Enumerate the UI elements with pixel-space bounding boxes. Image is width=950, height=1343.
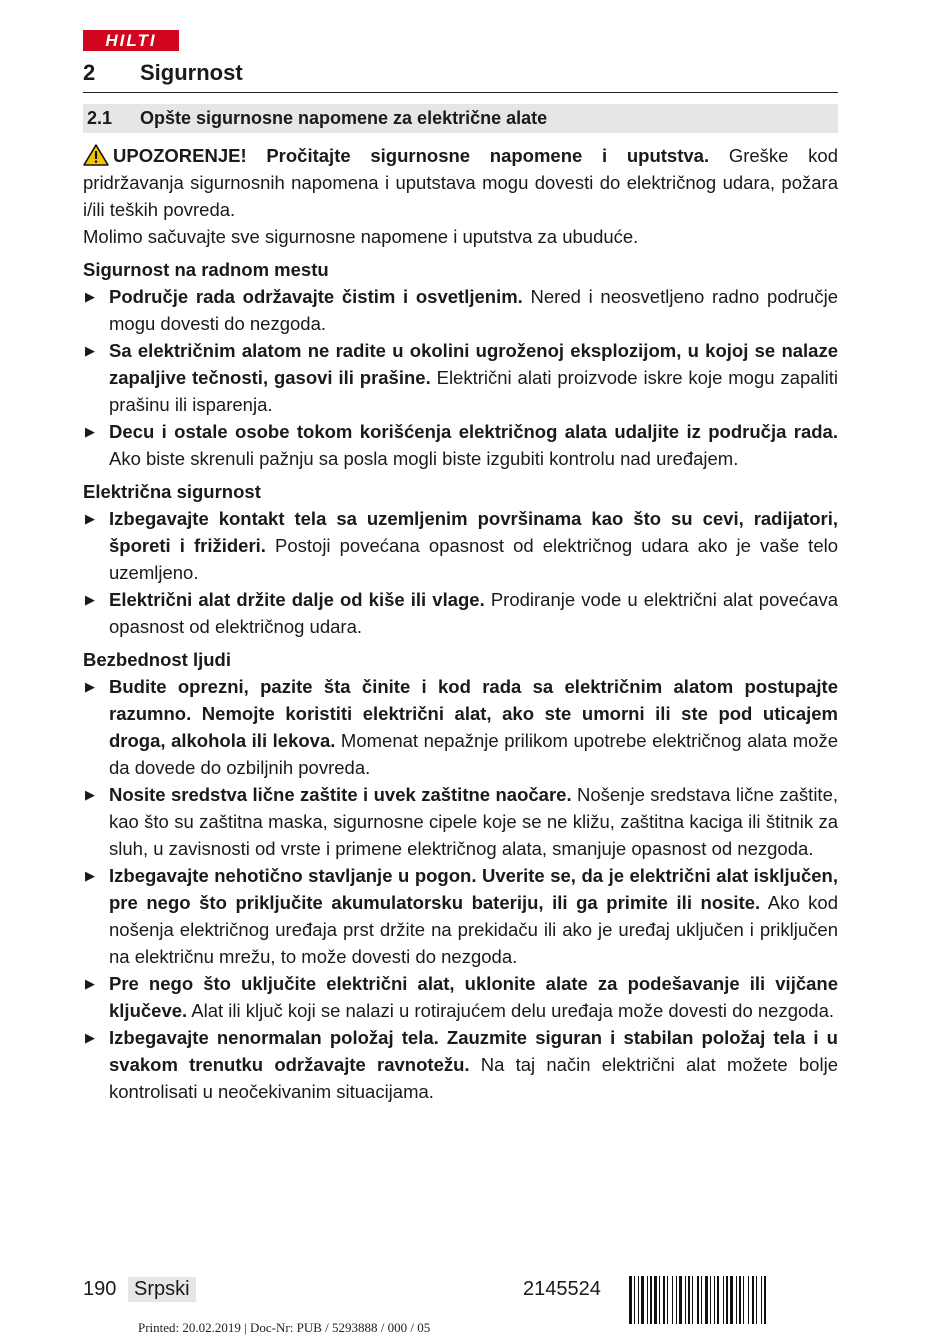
subsection-heading: Bezbednost ljudi (83, 649, 231, 670)
instruction-list (83, 673, 838, 1105)
language-label: Srpski (128, 1277, 196, 1302)
bullet-arrow-icon: ▶ (85, 976, 95, 991)
chapter-title: Sigurnost (140, 60, 243, 85)
bullet-arrow-icon: ▶ (85, 289, 95, 304)
instruction-text: Alat ili ključ koji se nalazi u rotirajućem delu uređaja može dovesti do nezgoda. (187, 1000, 834, 1021)
instruction-bold: Izbegavajte nehotično stavljanje u pogon. Uverite se, da je električni alat isključen, pre nego što priključite akumulatorsku bateriju, ili ga primite ili nosite. (109, 865, 838, 913)
list-item (83, 1024, 838, 1105)
instruction-text: Nošenje sredstava lične zaštite, kao što su zaštitna maska, sigurnosne cipele koje se ne kližu, zaštitna kaciga ili štitnik za sluh, u zavisnosti od vrste i primene električnog alata, smanjuje opasnost od nezgoda. (109, 784, 839, 859)
instruction-text: Prodiranje vode u električni alat povećava opasnost od električnog udara. (109, 589, 838, 637)
bullet-arrow-icon: ▶ (85, 511, 95, 526)
instruction-text: Električni alati proizvode iskre koje mogu zapaliti prašinu ili isparenja. (109, 367, 838, 415)
list-item (83, 673, 838, 781)
section-title: Opšte sigurnosne napomene za električne alate (140, 108, 548, 128)
warning-text: Greške kod pridržavanja sigurnosnih napomena i uputstava mogu dovesti do električnog udara, požara i/ili teških povreda. (83, 145, 838, 220)
bullet-arrow-icon: ▶ (85, 424, 95, 439)
list-item (83, 781, 838, 862)
instruction-text: Ako kod nošenja električnog uređaja prst držite na prekidaču ili ako je uređaj uključen i priključen na električnu mrežu, to može dovesti do nezgoda. (109, 892, 839, 967)
bullet-arrow-icon: ▶ (85, 868, 95, 883)
page-number: 190 (83, 1278, 117, 1300)
warning-paragraph (83, 142, 838, 223)
instruction-text: Ako biste skrenuli pažnju sa posla mogli biste izgubiti kontrolu nad uređajem. (109, 448, 739, 469)
bullet-arrow-icon: ▶ (85, 787, 95, 802)
subsection-heading: Električna sigurnost (83, 481, 261, 502)
list-item (83, 970, 838, 1024)
instruction-bold: Nosite sredstva lične zaštite i uvek zaštitne naočare. (109, 784, 572, 805)
list-item (83, 505, 838, 586)
warning-note: Molimo sačuvajte sve sigurnosne napomene i uputstva za ubuduće. (83, 226, 639, 247)
bullet-arrow-icon: ▶ (85, 1030, 95, 1045)
list-item (83, 862, 838, 970)
barcode (629, 1276, 837, 1324)
bullet-arrow-icon: ▶ (85, 679, 95, 694)
list-item (83, 283, 838, 337)
instruction-bold: Budite oprezni, pazite šta činite i kod rada sa električnim alatom postupajte razumno. Nemojte koristiti električni alat, ako ste umorni ili ste pod uticajem droga, alkohola ili lekova. (109, 676, 838, 751)
list-item (83, 337, 838, 418)
hilti-logo (83, 30, 179, 51)
instruction-list (83, 505, 838, 640)
instruction-bold: Područje rada održavajte čistim i osvetljenim. (109, 286, 523, 307)
section-number: 2.1 (87, 108, 113, 128)
warning-triangle-icon (83, 144, 109, 166)
section-heading (83, 104, 838, 133)
list-item (83, 418, 838, 472)
logo-text: HILTI (105, 31, 157, 50)
instruction-bold: Izbegavajte kontakt tela sa uzemljenim površinama kao što su cevi, radijatori, šporeti i frižideri. (109, 508, 838, 556)
bullet-arrow-icon: ▶ (85, 592, 95, 607)
subsection-heading: Sigurnost na radnom mestu (83, 259, 329, 280)
warning-label: UPOZORENJE! Pročitajte sigurnosne napomene i uputstva. (113, 145, 710, 166)
safety-groups (83, 256, 838, 1105)
list-item (83, 586, 838, 640)
instruction-bold: Električni alat držite dalje od kiše ili vlage. (109, 589, 485, 610)
print-info: Printed: 20.02.2019 | Doc-Nr: PUB / 5293888 / 000 / 05 (138, 1320, 431, 1335)
document-body (83, 142, 838, 1105)
instruction-text: Na taj način električni alat možete bolje kontrolisati u neočekivanim situacijama. (109, 1054, 838, 1102)
instruction-text: Postoji povećana opasnost od električnog udara ako je vaše telo uzemljeno. (109, 535, 839, 583)
chapter-number: 2 (83, 60, 96, 85)
instruction-text: Nered i neosvetljeno radno područje mogu dovesti do nezgoda. (109, 286, 839, 334)
document-number: 2145524 (523, 1278, 601, 1300)
bullet-arrow-icon: ▶ (85, 343, 95, 358)
instruction-bold: Izbegavajte nenormalan položaj tela. Zauzmite siguran i stabilan položaj tela i u svakom trenutku održavajte ravnotežu. (109, 1027, 838, 1075)
chapter-heading (83, 58, 838, 93)
instruction-bold: Pre nego što uključite električni alat, uklonite alate za podešavanje ili vijčane ključeve. (109, 973, 838, 1021)
instruction-bold: Decu i ostale osobe tokom korišćenja električnog alata udaljite iz područja rada. (109, 421, 838, 442)
instruction-text: Momenat nepažnje prilikom upotrebe električnog alata može da dovede do ozbiljnih povreda. (109, 730, 838, 778)
instruction-bold: Sa električnim alatom ne radite u okolini ugroženoj eksplozijom, u kojoj se nalaze zapaljive tečnosti, gasovi ili prašine. (109, 340, 838, 388)
instruction-list (83, 283, 838, 472)
